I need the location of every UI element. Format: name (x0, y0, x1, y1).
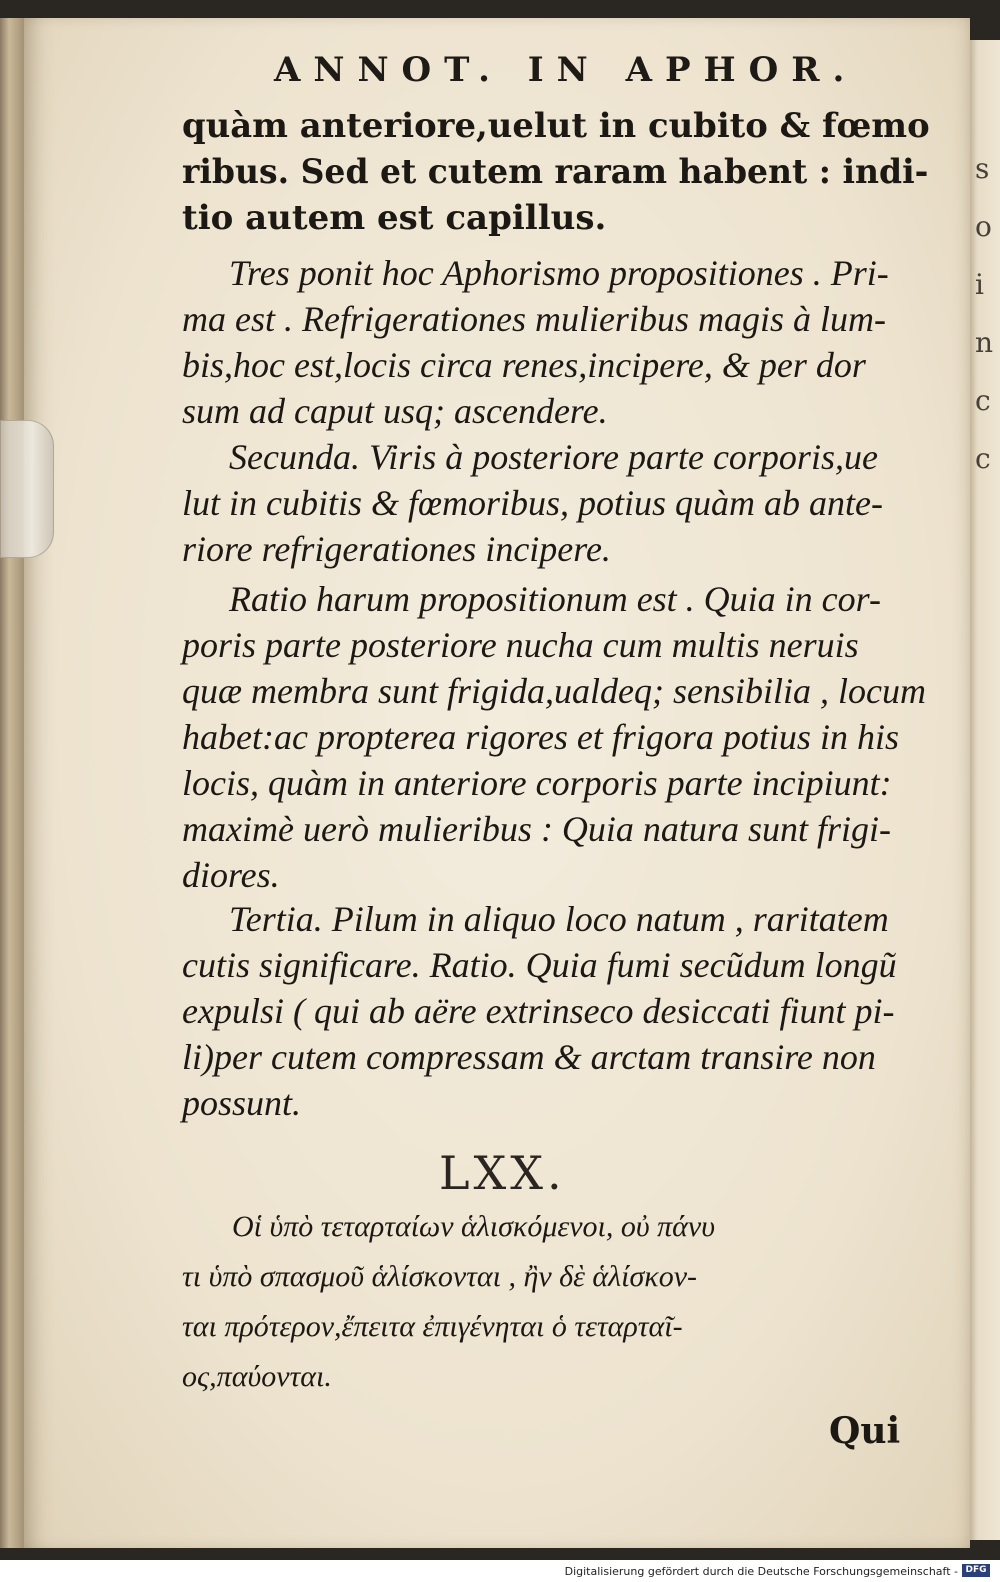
funding-notice: Digitalisierung gefördert durch die Deutsche Forschungsgemeinschaft - (564, 1565, 958, 1578)
italic-line: diores. (182, 855, 280, 895)
italic-line: bis,hoc est,locis circa renes,incipere, & per dor (182, 345, 866, 385)
italic-line: expulsi ( qui ab aëre extrinseco desiccati fiunt pi- (182, 991, 895, 1031)
italic-line: ma est . Refrigerationes mulieribus magis à lum- (182, 299, 886, 339)
italic-line: Tres ponit hoc Aphorismo propositiones . Pri- (229, 253, 889, 293)
italic-line: cutis significare. Ratio. Quia fumi secũdum longũ (182, 945, 897, 985)
greek-line: τι ὑπὸ σπασμοῦ ἁλίσκονται , ἢν δὲ ἁλίσκον- (182, 1260, 698, 1293)
italic-line: sum ad caput usq; ascendere. (182, 391, 608, 431)
section-numeral: LXX. (439, 1146, 566, 1200)
page-text (24, 18, 970, 1548)
italic-line: poris parte posteriore nucha cum multis neruis (182, 625, 859, 665)
italic-line: habet:ac propterea rigores et frigora potius in his (182, 717, 899, 757)
italic-line: li)per cutem compressam & arctam transire non (182, 1037, 876, 1077)
greek-line: Οἱ ὑπὸ τεταρταίων ἁλισκόμενοι, οὐ πάνυ (232, 1210, 715, 1243)
greek-line: ται πρότερον,ἔπειτα ἐπιγένηται ὁ τεταρταῖ- (182, 1310, 683, 1343)
dfg-logo: DFG (962, 1564, 990, 1577)
next-page-edge (965, 40, 1000, 1540)
italic-line: riore refrigerationes incipere. (182, 529, 611, 569)
italic-line: quæ membra sunt frigida,ualdeq; sensibilia , locum (182, 671, 926, 711)
italic-line: maximè uerò mulieribus : Quia natura sunt frigi- (182, 809, 891, 849)
catchword: Qui (829, 1410, 901, 1452)
roman-line: ribus. Sed et cutem raram habent : indi- (182, 152, 929, 192)
roman-line: tio autem est capillus. (182, 198, 607, 238)
book-page (24, 18, 970, 1548)
running-head: ANNOT. IN APHOR. (274, 50, 858, 90)
next-page-edge-glyphs: s o i n c c (975, 152, 994, 475)
italic-line: possunt. (182, 1083, 302, 1123)
italic-line: locis, quàm in anteriore corporis parte incipiunt: (182, 763, 892, 803)
italic-line: Secunda. Viris à posteriore parte corporis,ue (229, 437, 878, 477)
italic-line: Tertia. Pilum in aliquo loco natum , raritatem (229, 899, 889, 939)
book-left-edge (0, 18, 26, 1548)
roman-line: quàm anteriore,uelut in cubito & fœmo (182, 106, 930, 146)
page-clip (0, 420, 54, 558)
greek-line: ος,παύονται. (182, 1360, 332, 1393)
italic-line: lut in cubitis & fœmoribus, potius quàm ab ante- (182, 483, 884, 523)
italic-line: Ratio harum propositionum est . Quia in cor- (229, 579, 881, 619)
